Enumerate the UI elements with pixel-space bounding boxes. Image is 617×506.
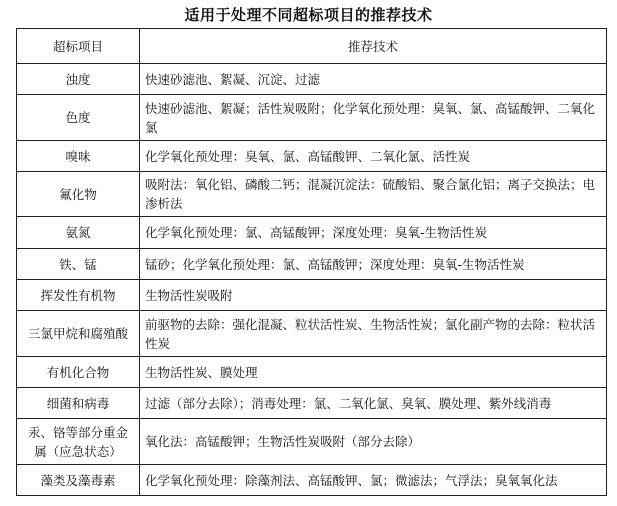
item-cell: 三氯甲烷和腐殖酸 <box>17 311 140 357</box>
table-row <box>17 280 607 311</box>
item-cell: 嗅味 <box>17 141 140 172</box>
item-cell: 氨氮 <box>17 217 140 249</box>
table-row <box>17 357 607 388</box>
technology-cell: 化学氧化预处理：除藻剂法、高锰酸钾、氯；微滤法；气浮法；臭氧氧化法 <box>140 465 607 496</box>
table-row <box>17 419 607 465</box>
table-row <box>17 388 607 419</box>
table-row <box>17 465 607 496</box>
item-cell: 细菌和病毒 <box>17 388 140 419</box>
technology-cell: 快速砂滤池、絮凝、沉淀、过滤 <box>140 64 607 95</box>
technology-cell: 化学氧化预处理：臭氧、氯、高锰酸钾、二氧化氯、活性炭 <box>140 141 607 172</box>
technology-cell: 锰砂；化学氧化预处理：氯、高锰酸钾；深度处理：臭氧-生物活性炭 <box>140 249 607 280</box>
technology-cell: 生物活性炭、膜处理 <box>140 357 607 388</box>
table-row <box>17 217 607 249</box>
technology-cell: 吸附法：氧化铝、磷酸二钙；混凝沉淀法：硫酸铝、聚合氯化铝；离子交换法；电渗析法 <box>140 172 607 217</box>
header-item: 超标项目 <box>17 29 140 64</box>
header-technology: 推荐技术 <box>140 29 607 64</box>
table-row <box>17 141 607 172</box>
item-cell: 有机化合物 <box>17 357 140 388</box>
table-header-row <box>17 29 607 64</box>
recommendation-table <box>16 28 607 496</box>
technology-cell: 过滤（部分去除）；消毒处理：氯、二氧化氯、臭氧、膜处理、紫外线消毒 <box>140 388 607 419</box>
table-row <box>17 64 607 95</box>
technology-cell: 前驱物的去除：强化混凝、粒状活性炭、生物活性炭；氯化副产物的去除：粒状活性炭 <box>140 311 607 357</box>
item-cell: 浊度 <box>17 64 140 95</box>
technology-cell: 氧化法：高锰酸钾；生物活性炭吸附（部分去除） <box>140 419 607 465</box>
technology-cell: 化学氧化预处理：氯、高锰酸钾；深度处理：臭氧-生物活性炭 <box>140 217 607 249</box>
item-cell: 色度 <box>17 95 140 141</box>
item-cell: 挥发性有机物 <box>17 280 140 311</box>
item-cell: 氟化物 <box>17 172 140 217</box>
technology-cell: 快速砂滤池、絮凝；活性炭吸附；化学氧化预处理：臭氧、氯、高锰酸钾、二氧化氯 <box>140 95 607 141</box>
table-title: 适用于处理不同超标项目的推荐技术 <box>184 6 433 24</box>
table-row <box>17 249 607 280</box>
item-cell: 汞、铬等部分重金属（应急状态） <box>17 419 140 465</box>
technology-cell: 生物活性炭吸附 <box>140 280 607 311</box>
item-cell: 铁、锰 <box>17 249 140 280</box>
table-row <box>17 172 607 217</box>
table-row <box>17 95 607 141</box>
table-row <box>17 311 607 357</box>
item-cell: 藻类及藻毒素 <box>17 465 140 496</box>
